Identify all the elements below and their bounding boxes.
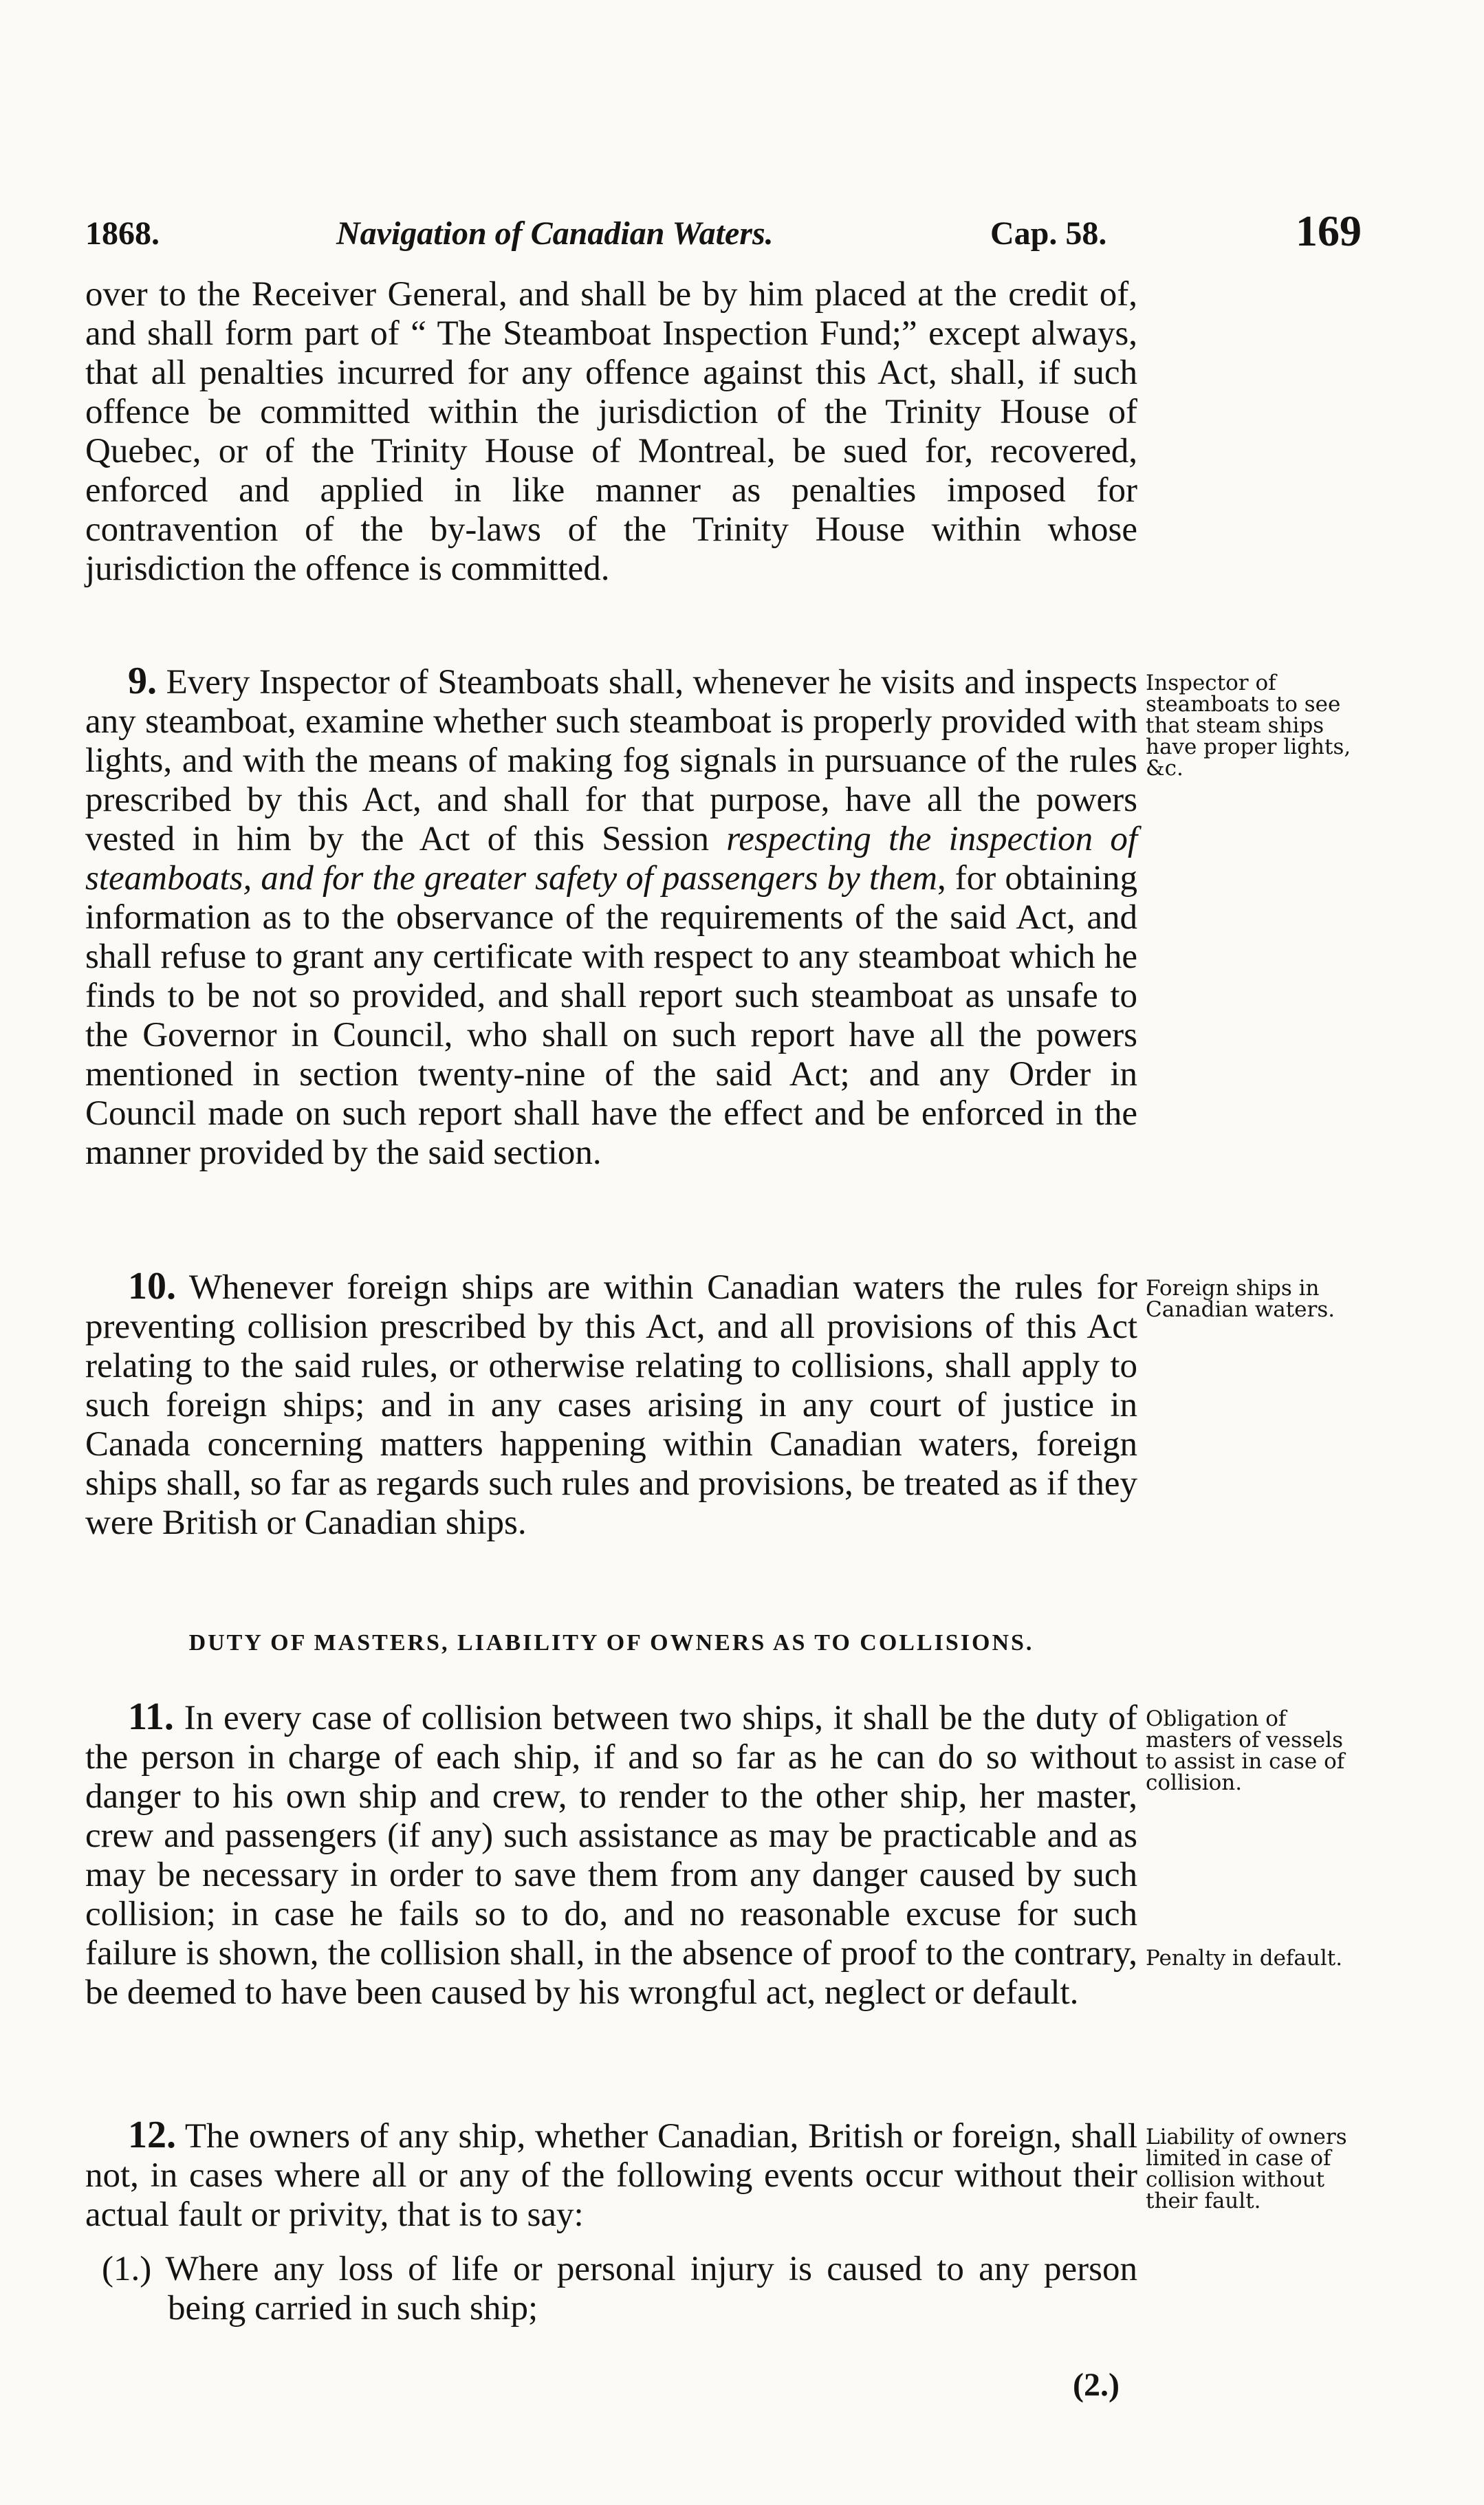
margin-note-section-9: Inspector of steamboats to see that steam ships have proper lights, &c. — [1146, 671, 1351, 781]
section-9-italic-title: respecting the inspection of steamboats, and for the greater safety of passengers by them — [85, 820, 1137, 898]
margin-note-section-11-penalty: Penalty in default. — [1146, 1946, 1343, 1971]
section-10 — [85, 1267, 1137, 1543]
section-9-number: 9. — [128, 660, 157, 702]
catchword: (2.) — [1073, 2367, 1120, 2403]
section-12-item-1: (1.) Where any loss of life or personal injury is caused to any person being carried in such ship; — [102, 2250, 1137, 2328]
section-11-text — [85, 1695, 1137, 2013]
section-9-text-a: Every Inspector of Steamboats shall, whenever he visits and inspects any steamboat, examine whether such steamboat is properly provided with lights, and with the means of making fog signals in pursuance of the rules prescribed by this Act, and shall for that purpose, have all the powers vested in him by the Act of this Session — [85, 663, 1137, 858]
section-9-text-b: , for obtaining information as to the observance of the requirements of the said Act, and shall refuse to grant any certificate with respect to any steamboat which he finds to be not so provided, and shall report such steamboat as unsafe to the Governor in Council, who shall on such report have all the powers mentioned in section twenty-nine of the said Act; and any Order in Council made on such report shall have the effect and be enforced in the manner provided by the said section. — [85, 859, 1137, 1172]
running-header — [85, 206, 1385, 261]
section-9 — [85, 662, 1137, 1173]
section-12-body: The owners of any ship, whether Canadian, British or foreign, shall not, in cases where all or any of the following events occur without their actual fault or privity, that is to say: — [85, 2117, 1137, 2234]
continued-paragraph — [85, 275, 1137, 589]
section-10-number: 10. — [128, 1265, 176, 1308]
section-11 — [85, 1695, 1137, 2013]
section-11-number: 11. — [128, 1695, 174, 1738]
page-number: 169 — [1296, 206, 1362, 255]
section-heading-block — [85, 1630, 1137, 1656]
section-10-body: Whenever foreign ships are within Canadian waters the rules for preventing collision prescribed by this Act, and all provisions of this Act relating to the said rules, or otherwise relating to collisions, shall apply to such foreign ships; and in any cases arising in any court of justice in Canada concerning matters happening within Canadian waters, foreign ships shall, so far as regards such rules and provisions, be treated as if they were British or Canadian ships. — [85, 1268, 1137, 1542]
section-11-body: In every case of collision between two ships, it shall be the duty of the person in charge of each ship, if and so far as he can do so without danger to his own ship and crew, to render to the other ship, her master, crew and passengers (if any) such assistance as may be practicable and as may be necessary in order to save them from any danger caused by such collision; in case he fails so to do, and no reasonable excuse for such failure is shown, the collision shall, in the absence of proof to the contrary, be deemed to have been caused by his wrongful act, neglect or default. — [85, 1699, 1137, 2012]
margin-note-section-12: Liability of owners limited in case of collision without their fault. — [1146, 2125, 1347, 2213]
section-9-text — [85, 662, 1137, 1173]
section-12-number: 12. — [128, 2114, 176, 2156]
margin-note-section-11-obligation: Obligation of masters of vessels to assist in case of collision. — [1146, 1706, 1345, 1795]
section-12-text — [85, 2116, 1137, 2235]
paragraph-continued-text: over to the Receiver General, and shall be by him placed at the credit of, and shall form part of “ The Steamboat Inspection Fund;” except always, that all penalties incurred for any offence against this Act, shall, if such offence be committed within the jurisdiction of the Trinity House of Quebec, or of the Trinity House of Montreal, be sued for, recovered, enforced and applied in like manner as penalties imposed for contravention of the by-laws of the Trinity House within whose jurisdiction the offence is committed. — [85, 275, 1137, 588]
header-title: Navigation of Canadian Waters. — [336, 215, 774, 252]
section-heading: DUTY OF MASTERS, LIABILITY OF OWNERS AS TO COLLISIONS. — [188, 1630, 1034, 1656]
section-12 — [85, 2116, 1137, 2328]
margin-note-section-10: Foreign ships in Canadian waters. — [1146, 1276, 1335, 1322]
section-10-text — [85, 1267, 1137, 1543]
header-year: 1868. — [85, 215, 160, 252]
header-chapter: Cap. 58. — [990, 215, 1107, 252]
